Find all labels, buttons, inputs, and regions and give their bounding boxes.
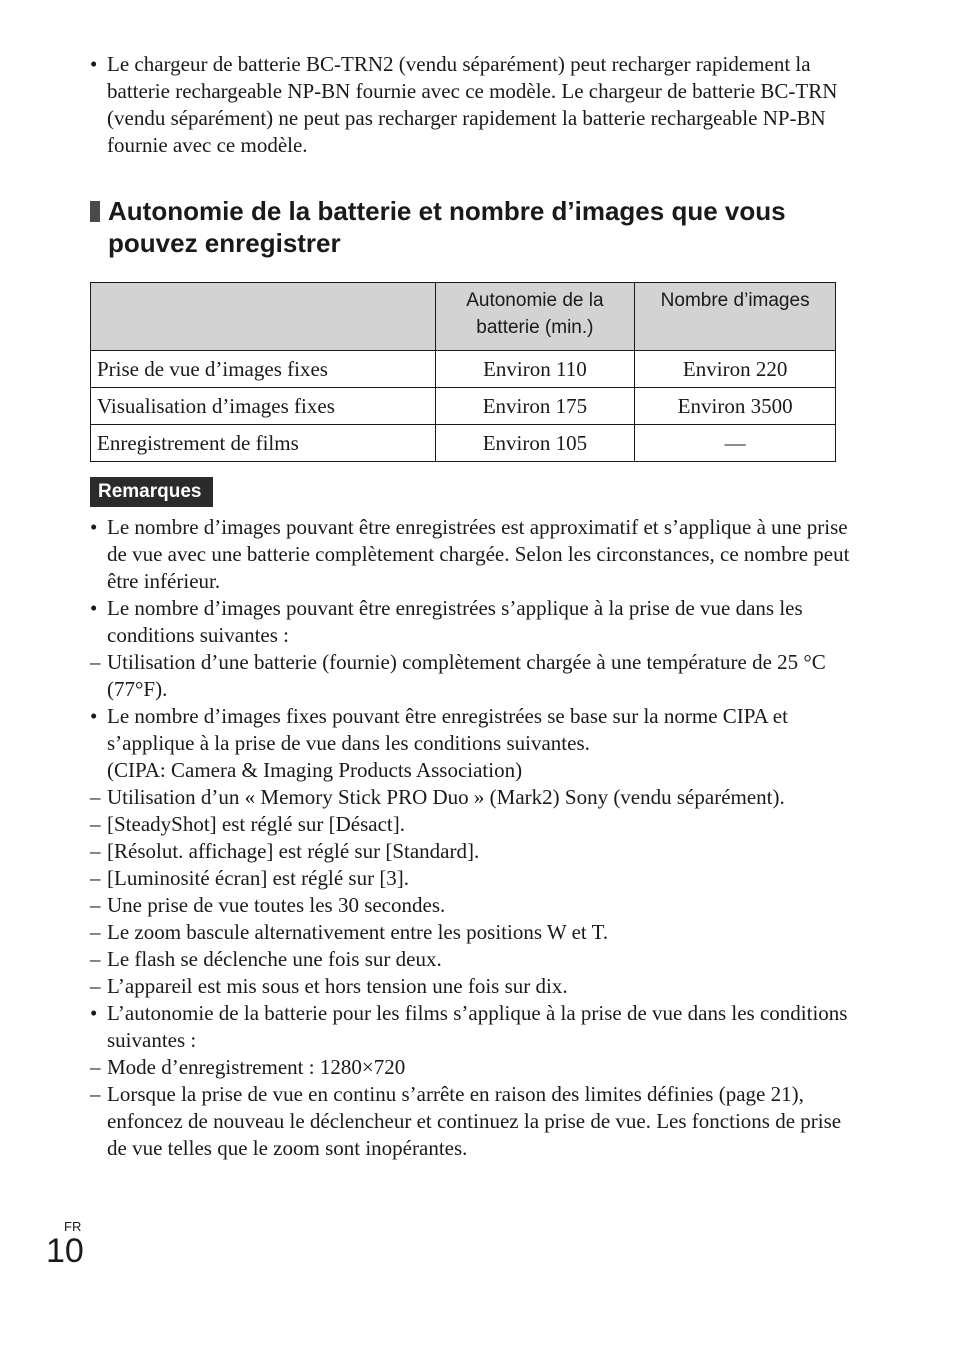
dash-marker: – <box>90 974 101 998</box>
table-cell: — <box>635 425 836 462</box>
page-number: 10 <box>46 1232 84 1270</box>
table-row <box>91 388 836 425</box>
list-item-text: [SteadyShot] est réglé sur [Désact]. <box>107 812 405 836</box>
list-item <box>90 757 860 784</box>
list-item-text: [Résolut. affichage] est réglé sur [Standard]. <box>107 839 480 863</box>
table-cell: Visualisation d’images fixes <box>91 388 436 425</box>
list-item <box>90 703 860 757</box>
dash-marker: – <box>90 893 101 917</box>
list-item-text: Le nombre d’images fixes pouvant être enregistrées se base sur la norme CIPA et s’applique à la prise de vue dans les conditions suivantes. <box>107 704 788 755</box>
list-item <box>90 1081 860 1162</box>
list-item-text: Une prise de vue toutes les 30 secondes. <box>107 893 446 917</box>
table-cell: Environ 220 <box>635 351 836 388</box>
dash-marker: – <box>90 920 101 944</box>
table-header-cell <box>91 283 436 351</box>
list-item-text: [Luminosité écran] est réglé sur [3]. <box>107 866 410 890</box>
dash-marker: – <box>90 1082 101 1106</box>
list-item-text: Le zoom bascule alternativement entre les positions W et T. <box>107 920 609 944</box>
table-cell: Prise de vue d’images fixes <box>91 351 436 388</box>
list-item <box>90 595 860 649</box>
table-cell: Environ 175 <box>435 388 635 425</box>
list-item-text: L’autonomie de la batterie pour les films s’applique à la prise de vue dans les conditions suivantes : <box>107 1001 848 1052</box>
list-item-text: L’appareil est mis sous et hors tension une fois sur dix. <box>107 974 568 998</box>
dash-marker: – <box>90 1055 101 1079</box>
list-item <box>90 811 860 838</box>
list-item <box>90 946 860 973</box>
list-item <box>90 514 860 595</box>
list-item-text: Utilisation d’une batterie (fournie) complètement chargée à une température de 25 °C (77°F). <box>107 650 826 701</box>
table-header-cell: Nombre d’images <box>635 283 836 351</box>
section-heading <box>90 195 850 259</box>
remarks-badge: Remarques <box>90 477 213 507</box>
list-item-text: Mode d’enregistrement : 1280×720 <box>107 1055 406 1079</box>
list-item <box>90 838 860 865</box>
dash-marker: – <box>90 785 101 809</box>
battery-table <box>90 282 836 462</box>
table-cell: Environ 110 <box>435 351 635 388</box>
remarks-list <box>90 514 860 1162</box>
list-item <box>90 649 860 703</box>
list-item <box>90 919 860 946</box>
list-item-text: Le flash se déclenche une fois sur deux. <box>107 947 442 971</box>
dash-marker: – <box>90 650 101 674</box>
list-item-text: Le nombre d’images pouvant être enregistrées s’applique à la prise de vue dans les conditions suivantes : <box>107 596 803 647</box>
language-code: FR <box>64 1219 82 1234</box>
section-title: Autonomie de la batterie et nombre d’images que vous pouvez enregistrer <box>108 196 786 258</box>
table-cell: Environ 105 <box>435 425 635 462</box>
list-item <box>90 1054 860 1081</box>
list-item-text: (CIPA: Camera & Imaging Products Association) <box>107 758 523 782</box>
dash-marker: – <box>90 866 101 890</box>
section-marker-icon <box>90 201 100 222</box>
table-row <box>91 351 836 388</box>
list-item-text: Le nombre d’images pouvant être enregistrées est approximatif et s’applique à une prise de vue avec une batterie complètement chargée. Selon les circonstances, ce nombre peut être inférieur. <box>107 515 850 593</box>
list-item <box>90 973 860 1000</box>
table-header-row <box>91 283 836 351</box>
list-item <box>90 784 860 811</box>
table-header-cell: Autonomie de la batterie (min.) <box>435 283 635 351</box>
list-item <box>90 892 860 919</box>
dash-marker: – <box>90 947 101 971</box>
list-item <box>90 865 860 892</box>
list-item-text: Utilisation d’un « Memory Stick PRO Duo » (Mark2) Sony (vendu séparément). <box>107 785 785 809</box>
dash-marker: – <box>90 839 101 863</box>
intro-bullet <box>90 51 867 159</box>
table-cell: Environ 3500 <box>635 388 836 425</box>
list-item <box>90 1000 860 1054</box>
table-cell: Enregistrement de films <box>91 425 436 462</box>
intro-text: Le chargeur de batterie BC-TRN2 (vendu séparément) peut recharger rapidement la batterie rechargeable NP-BN fournie avec ce modèle. Le chargeur de batterie BC-TRN (vendu séparément) ne peut pas recharger rapidement la batterie rechargeable NP-BN fournie avec ce modèle. <box>107 52 838 157</box>
dash-marker: – <box>90 812 101 836</box>
table-row <box>91 425 836 462</box>
list-item-text: Lorsque la prise de vue en continu s’arrête en raison des limites définies (page 21), enfoncez de nouveau le déclencheur et continuez la prise de vue. Les fonctions de prise de vue telles que le zoom sont inopérantes. <box>107 1082 842 1160</box>
